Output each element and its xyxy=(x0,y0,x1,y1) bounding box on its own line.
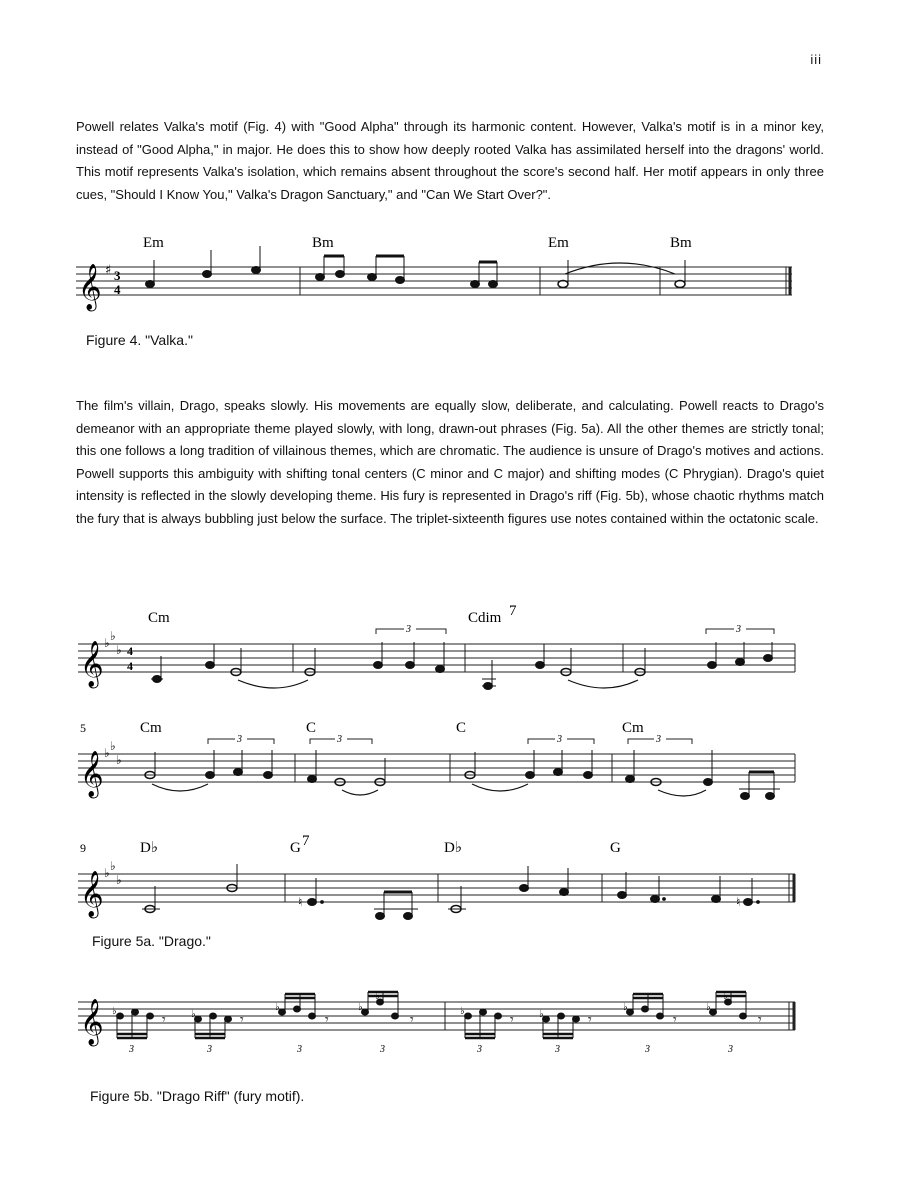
flat-icon: ♭ xyxy=(116,873,122,887)
system-1 xyxy=(78,603,795,690)
tuplet-label: 3 xyxy=(728,1044,733,1055)
measure-number: 9 xyxy=(80,841,86,855)
riff-measure-2 xyxy=(465,992,747,1038)
flat-icon: ♭ xyxy=(104,636,110,650)
tuplet-label: 3 xyxy=(406,624,411,635)
figure-4-notation xyxy=(0,222,900,317)
tuplet-label: 3 xyxy=(297,1044,302,1055)
tuplet-label: 3 xyxy=(555,1044,560,1055)
flat-icon: ♭ xyxy=(104,866,110,880)
figure-5b-caption: Figure 5b. "Drago Riff" (fury motif). xyxy=(90,1088,305,1104)
chord-symbol: D♭ xyxy=(140,840,158,856)
tuplet-label: 3 xyxy=(557,734,562,745)
flat-icon: ♭ xyxy=(706,1002,711,1013)
chord-symbol: Cdim xyxy=(468,610,502,626)
flat-icon: ♭ xyxy=(460,1006,465,1017)
flat-icon: ♭ xyxy=(275,1002,280,1013)
chord-extension: 7 xyxy=(302,833,310,849)
riff-measure-1 xyxy=(117,992,399,1038)
tuplet-label: 3 xyxy=(207,1044,212,1055)
chord-symbol: Cm xyxy=(140,720,162,736)
system-3 xyxy=(78,833,795,920)
flat-icon: ♭ xyxy=(358,1002,363,1013)
tuplet-label: 3 xyxy=(477,1044,482,1055)
chord-symbol: G xyxy=(610,840,621,856)
flat-icon: ♭ xyxy=(104,746,110,760)
figure-5b-notation xyxy=(0,990,900,1065)
treble-clef-icon: 𝄞 xyxy=(80,641,104,687)
sharp-icon: ♯ xyxy=(105,263,112,278)
flat-icon: ♭ xyxy=(116,753,122,767)
chord-symbol: C xyxy=(306,720,317,736)
treble-clef-icon: 𝄞 xyxy=(78,264,102,310)
figure-5a-caption: Figure 5a. "Drago." xyxy=(92,933,211,949)
natural-icon: ♮ xyxy=(298,895,303,909)
natural-icon: ♮ xyxy=(736,895,741,909)
measure-number: 5 xyxy=(80,721,86,735)
time-signature-bottom: 4 xyxy=(114,282,121,297)
time-signature-bottom: 4 xyxy=(127,659,133,673)
chord-symbol: Bm xyxy=(312,235,334,251)
page-number: iii xyxy=(810,52,822,67)
tuplet-label: 3 xyxy=(237,734,242,745)
time-signature-top: 3 xyxy=(114,268,121,283)
chord-symbol: C xyxy=(456,720,467,736)
flat-icon: ♭ xyxy=(110,859,116,873)
chord-symbol: Bm xyxy=(670,235,692,251)
eighth-rest-icon: 𝄾 xyxy=(588,1012,592,1028)
eighth-rest-icon: 𝄾 xyxy=(510,1012,514,1028)
tuplet-label: 3 xyxy=(645,1044,650,1055)
chord-extension: 7 xyxy=(509,603,517,619)
chord-symbol: G xyxy=(290,840,301,856)
fig4-chords xyxy=(143,235,692,251)
paragraph-drago: The film's villain, Drago, speaks slowly. His movements are equally slow, deliberate, and calculating. Powell reacts to Drago's demeanor with an appropriate theme played slowly, with long, drawn-out phrases (Fig. 5a). All the other themes are strictly tonal; this one follows a long tradition of villainous themes, which are chromatic. The audience is unsure of Drago's motives and actions. Powell supports this ambiguity with shifting tonal centers (C minor and C major) and shifting modes (C Phrygian). Drago's quiet intensity is reflected in the slowly developing theme. His fury is represented in Drago's riff (Fig. 5b), whose chaotic rhythms match the fury that is always bubbling just below the surface. The triplet-sixteenth figures use notes contained within the octatonic scale. xyxy=(76,398,824,526)
eighth-rest-icon: 𝄾 xyxy=(673,1012,677,1028)
figure-5a-notation xyxy=(0,600,900,920)
figure-4-caption: Figure 4. "Valka." xyxy=(86,332,193,348)
chord-symbol: D♭ xyxy=(444,840,462,856)
paragraph-valka: Powell relates Valka's motif (Fig. 4) with "Good Alpha" through its harmonic content. However, Valka's motif is in a minor key, instead of "Good Alpha," in major. He does this to show how deeply rooted Valka has assimilated herself into the dragons' world. This motif represents Valka's isolation, which remains absent throughout the score's second half. Her motif appears in only three cues, "Should I Know You," Valka's Dragon Sanctuary," and "Can We Start Over?". xyxy=(76,119,824,202)
flat-icon: ♭ xyxy=(539,1009,544,1020)
eighth-rest-icon: 𝄾 xyxy=(162,1012,166,1028)
chord-symbol: Cm xyxy=(622,720,644,736)
eighth-rest-icon: 𝄾 xyxy=(410,1012,414,1028)
flat-icon: ♭ xyxy=(110,739,116,753)
chord-symbol: Cm xyxy=(148,610,170,626)
system-2 xyxy=(78,720,795,800)
flat-icon: ♭ xyxy=(623,1002,628,1013)
eighth-rest-icon: 𝄾 xyxy=(758,1012,762,1028)
tuplet-label: 3 xyxy=(736,624,741,635)
flat-icon: ♭ xyxy=(110,629,116,643)
time-signature-top: 4 xyxy=(127,644,133,658)
chord-symbol: Em xyxy=(548,235,569,251)
treble-clef-icon: 𝄞 xyxy=(80,999,104,1045)
eighth-rest-icon: 𝄾 xyxy=(325,1012,329,1028)
chord-symbol: Em xyxy=(143,235,164,251)
flat-icon: ♭ xyxy=(723,991,728,1002)
eighth-rest-icon: 𝄾 xyxy=(240,1012,244,1028)
tuplet-label: 3 xyxy=(129,1044,134,1055)
flat-icon: ♭ xyxy=(191,1009,196,1020)
flat-icon: ♭ xyxy=(112,1006,117,1017)
tuplet-label: 3 xyxy=(337,734,342,745)
treble-clef-icon: 𝄞 xyxy=(80,751,104,797)
treble-clef-icon: 𝄞 xyxy=(80,871,104,917)
tuplet-label: 3 xyxy=(656,734,661,745)
flat-icon: ♭ xyxy=(375,991,380,1002)
flat-icon: ♭ xyxy=(116,643,122,657)
tuplet-label: 3 xyxy=(380,1044,385,1055)
